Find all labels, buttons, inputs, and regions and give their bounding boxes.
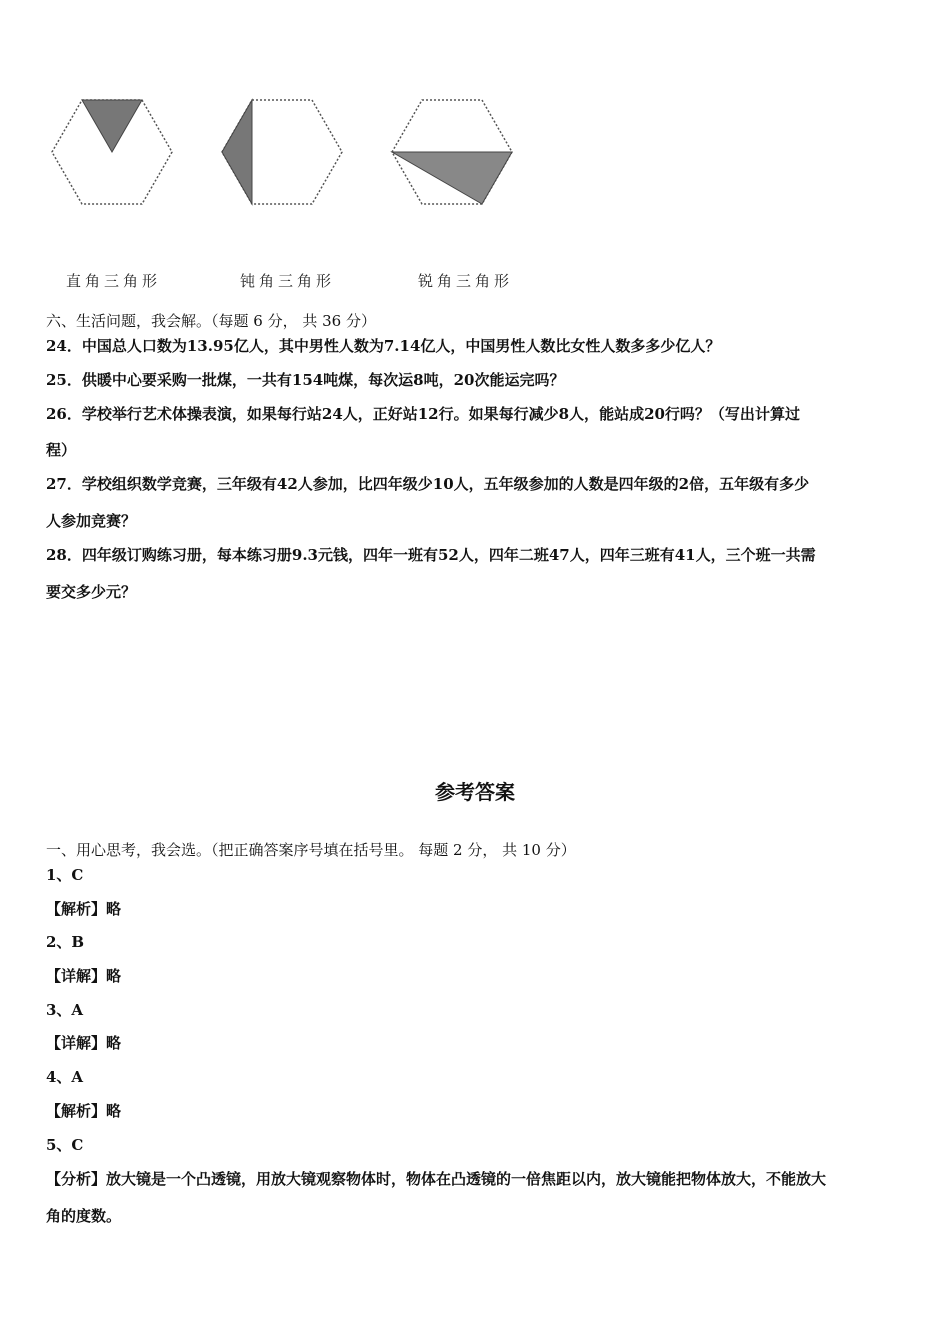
question-25: 25．供暖中心要采购一批煤，一共有154吨煤，每次运8吨，20次能运完吗？ (46, 371, 565, 389)
answer-2-note: 【详解】略 (46, 967, 122, 985)
answers-section1-heading: 一、用心思考，我会选。（把正确答案序号填在括号里。 每题 2 分， 共 10 分） (46, 841, 576, 859)
shaded-obtuse-triangle (222, 100, 252, 204)
answer-5-note-cont: 角的度数。 (46, 1207, 122, 1225)
answer-4-note: 【解析】略 (46, 1102, 122, 1120)
hexagon-obtuse-triangle (222, 100, 342, 204)
caption-acute-triangle: 锐角三角形 (418, 272, 514, 290)
hexagon-diagrams (40, 90, 540, 300)
answer-3: 3、A (46, 1001, 84, 1019)
question-24: 24．中国总人口数为13.95亿人，其中男性人数为7.14亿人，中国男性人数比女性人数多多少亿人？ (46, 337, 721, 355)
answer-5-note: 【分析】放大镜是一个凸透镜，用放大镜观察物体时，物体在凸透镜的一倍焦距以内，放大镜能把物体放大，不能放大 (46, 1170, 827, 1188)
answers-title: 参考答案 (435, 780, 515, 804)
answer-1-note: 【解析】略 (46, 900, 122, 918)
question-28: 28．四年级订购练习册，每本练习册9.3元钱，四年一班有52人，四年二班47人，四年三班有41人，三个班一共需 (46, 546, 816, 564)
answer-4: 4、A (46, 1068, 84, 1086)
question-26-cont: 程） (46, 441, 77, 459)
shaded-right-triangle (82, 100, 142, 152)
section6-heading: 六、生活问题，我会解。（每题 6 分， 共 36 分） (46, 312, 376, 330)
hexagon-acute-triangle (392, 100, 512, 204)
answer-5: 5、C (46, 1136, 84, 1154)
hexagon-figures (40, 90, 540, 300)
answer-2: 2、B (46, 933, 85, 951)
question-27: 27．学校组织数学竞赛，三年级有42人参加，比四年级少10人，五年级参加的人数是四年级的2倍，五年级有多少 (46, 475, 810, 493)
caption-right-triangle: 直角三角形 (66, 272, 162, 290)
question-26: 26．学校举行艺术体操表演，如果每行站24人，正好站12行。如果每行减少8人，能站成20行吗？（写出计算过 (46, 405, 800, 423)
question-27-cont: 人参加竞赛？ (46, 512, 137, 530)
answer-1: 1、C (46, 866, 84, 884)
shaded-acute-triangle (392, 152, 512, 204)
answer-3-note: 【详解】略 (46, 1034, 122, 1052)
caption-obtuse-triangle: 钝角三角形 (240, 272, 336, 290)
question-28-cont: 要交多少元？ (46, 583, 137, 601)
hexagon-right-triangle (52, 100, 172, 204)
